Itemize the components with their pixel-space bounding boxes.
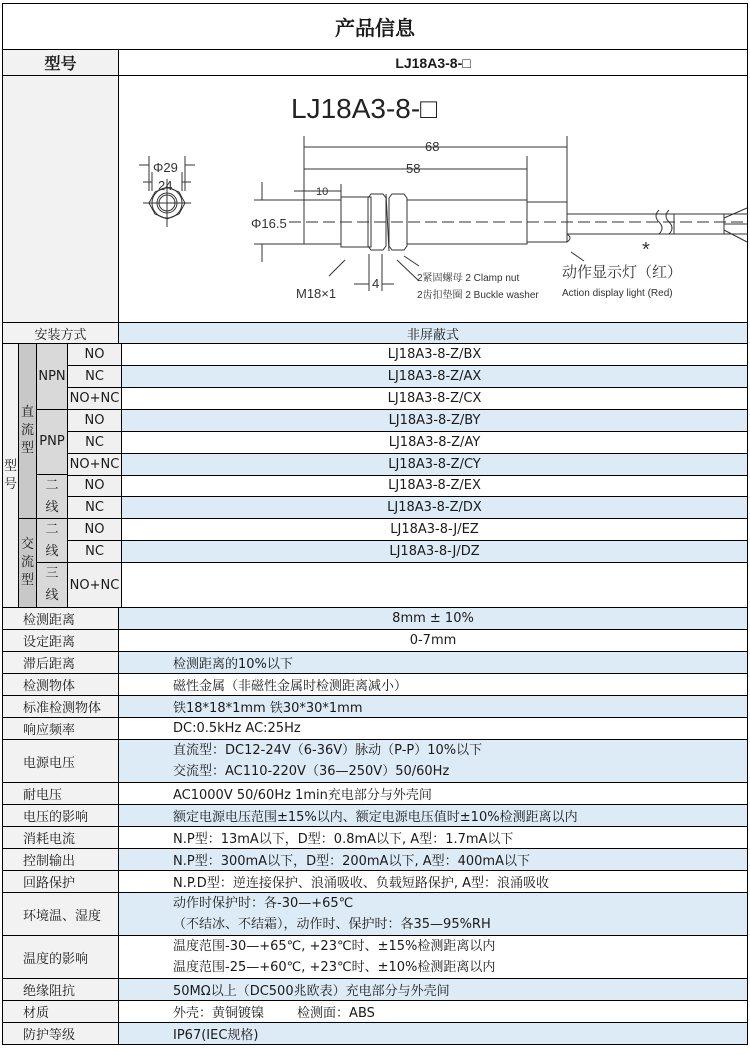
spec-label: 温度的影响 bbox=[3, 936, 119, 978]
model-code-col bbox=[122, 344, 747, 607]
model-code bbox=[122, 563, 747, 607]
model-code: LJ18A3-8-Z/CX bbox=[122, 388, 747, 410]
spec-row bbox=[2, 674, 748, 696]
model-code: LJ18A3-8-Z/BX bbox=[122, 344, 747, 366]
spec-row bbox=[2, 893, 748, 936]
output-cell: NO bbox=[68, 519, 121, 541]
spec-label: 回路保护 bbox=[3, 871, 119, 892]
dc-type-label: 直流型 bbox=[21, 405, 35, 457]
ac-three-wire-label: 三线 bbox=[45, 566, 59, 603]
output-cell: NO bbox=[68, 476, 121, 498]
ac-two-wire-group bbox=[37, 519, 67, 563]
spec-label: 设定距离 bbox=[3, 630, 119, 651]
spec-line: 温度范围-25—+60℃, +23℃时、±10%检测距离以内 bbox=[173, 960, 496, 975]
drawing-label-cell bbox=[3, 76, 119, 322]
output-cell: NO bbox=[68, 410, 121, 432]
title-row bbox=[2, 3, 748, 50]
dc-two-wire-label: 二线 bbox=[45, 477, 59, 515]
dc-type-cell bbox=[19, 344, 36, 519]
product-info-table bbox=[2, 3, 748, 1045]
spec-line: 直流型：DC12-24V（6-36V）脉动（P-P）10%以下 bbox=[173, 743, 483, 758]
spec-line: 动作时保护时：各-30—+65℃ bbox=[173, 896, 354, 911]
spec-value: 检测距离的10%以下 bbox=[119, 652, 747, 673]
model-row bbox=[2, 50, 748, 76]
model-outer-label-cell bbox=[3, 344, 19, 607]
wiring-group-col bbox=[37, 344, 68, 607]
spec-value: IP67(IEC规格) bbox=[119, 1023, 747, 1044]
spec-value bbox=[119, 893, 747, 935]
dim-total-len: 68 bbox=[425, 139, 440, 154]
spec-line: 交流型：AC110-220V（36—250V）50/60Hz bbox=[173, 764, 450, 779]
dim-front-len: 10 bbox=[316, 186, 329, 198]
model-code: LJ18A3-8-Z/CY bbox=[122, 454, 747, 476]
spec-label: 电压的影响 bbox=[3, 805, 119, 826]
install-row bbox=[2, 323, 748, 344]
dim-outer-dia: Φ29 bbox=[153, 160, 178, 175]
drawing-row bbox=[2, 76, 748, 323]
asterisk-mark: * bbox=[642, 239, 650, 261]
ac-type-cell bbox=[19, 519, 36, 607]
spec-row bbox=[2, 805, 748, 827]
spec-label: 检测物体 bbox=[3, 674, 119, 695]
dim-thread: M18×1 bbox=[296, 286, 337, 301]
output-cell: NC bbox=[68, 432, 121, 454]
spec-value: 磁性金属（非磁性金属时检测距离减小） bbox=[119, 674, 747, 695]
spec-row bbox=[2, 871, 748, 893]
spec-label: 滞后距离 bbox=[3, 652, 119, 673]
spec-line: （不结冰、不结霜），动作时、保护时：各35—95%RH bbox=[173, 917, 491, 932]
pnp-group: PNP bbox=[37, 410, 67, 476]
spec-label: 控制输出 bbox=[3, 849, 119, 870]
dc-two-wire-group bbox=[37, 475, 67, 519]
spec-row bbox=[2, 849, 748, 871]
spec-value bbox=[119, 740, 747, 782]
spec-value: N.P型：300mA以下，D型：200mA以下, A型：400mA以下 bbox=[119, 849, 747, 870]
callout-clamp-nut: 2紧固螺母 2 Clamp nut bbox=[417, 273, 520, 284]
spec-row bbox=[2, 827, 748, 849]
model-code: LJ18A3-8-Z/AY bbox=[122, 432, 747, 454]
spec-value: DC:0.5kHz AC:25Hz bbox=[119, 718, 747, 739]
spec-row bbox=[2, 630, 748, 652]
install-value: 非屏蔽式 bbox=[119, 323, 747, 343]
spec-value bbox=[119, 936, 747, 978]
page-title: 产品信息 bbox=[335, 18, 415, 40]
ac-three-wire-group bbox=[37, 563, 67, 607]
output-cell: NC bbox=[68, 541, 121, 563]
spec-value: 0-7mm bbox=[119, 630, 747, 651]
spec-row bbox=[2, 718, 748, 740]
model-code: LJ18A3-8-Z/AX bbox=[122, 366, 747, 388]
output-col bbox=[68, 344, 122, 607]
model-code: LJ18A3-8-J/DZ bbox=[122, 541, 747, 563]
spec-value: N.P型：13mA以下，D型：0.8mA以下, A型：1.7mA以下 bbox=[119, 827, 747, 848]
output-cell: NO+NC bbox=[68, 563, 121, 607]
model-label: 型号 bbox=[3, 50, 119, 75]
spec-value: AC1000V 50/60Hz 1min充电部分与外壳间 bbox=[119, 783, 747, 804]
dim-nut-len: 4 bbox=[372, 276, 380, 291]
callout-indicator-en: Action display light (Red) bbox=[562, 288, 673, 299]
spec-label: 绝缘阻抗 bbox=[3, 979, 119, 1000]
spec-row bbox=[2, 696, 748, 718]
spec-row bbox=[2, 740, 748, 783]
spec-label: 响应频率 bbox=[3, 718, 119, 739]
spec-label: 环境温、湿度 bbox=[3, 893, 119, 935]
ac-two-wire-label: 二线 bbox=[45, 521, 59, 559]
spec-label: 消耗电流 bbox=[3, 827, 119, 848]
spec-row bbox=[2, 1023, 748, 1045]
spec-label: 电源电压 bbox=[3, 740, 119, 782]
npn-group: NPN bbox=[37, 344, 67, 410]
spec-row bbox=[2, 1001, 748, 1023]
spec-row bbox=[2, 936, 748, 979]
output-cell: NO+NC bbox=[68, 454, 121, 476]
output-cell: NO bbox=[68, 344, 121, 366]
current-type-col bbox=[19, 344, 37, 607]
callout-buckle-washer: 2齿扣垫圈 2 Buckle washer bbox=[417, 290, 539, 301]
drawing-heading: LJ18A3-8-□ bbox=[291, 93, 438, 124]
dim-body-dia: Φ16.5 bbox=[251, 216, 287, 231]
model-variant-table bbox=[2, 344, 748, 608]
spec-label: 防护等级 bbox=[3, 1023, 119, 1044]
model-code: LJ18A3-8-Z/EX bbox=[122, 476, 747, 498]
spec-label: 标准检测物体 bbox=[3, 696, 119, 717]
spec-label: 材质 bbox=[3, 1001, 119, 1022]
spec-value: 50MΩ以上（DC500兆欧表）充电部分与外壳间 bbox=[119, 979, 747, 1000]
spec-value: 8mm ± 10% bbox=[119, 608, 747, 629]
spec-line: 温度范围-30—+65℃, +23℃时、±15%检测距离以内 bbox=[173, 939, 496, 954]
spec-row bbox=[2, 652, 748, 674]
spec-value: 额定电源电压范围±15%以内、额定电源电压值时±10%检测距离以内 bbox=[119, 805, 747, 826]
ac-type-label: 交流型 bbox=[21, 537, 35, 589]
output-cell: NO+NC bbox=[68, 388, 121, 410]
spec-label: 检测距离 bbox=[3, 608, 119, 629]
spec-label: 耐电压 bbox=[3, 783, 119, 804]
model-code: LJ18A3-8-Z/BY bbox=[122, 410, 747, 432]
install-label: 安装方式 bbox=[3, 323, 119, 343]
spec-value: N.P.D型：逆连接保护、浪涌吸收、负载短路保护, A型：浪涌吸收 bbox=[119, 871, 747, 892]
output-cell: NC bbox=[68, 497, 121, 519]
dim-body-len: 58 bbox=[406, 161, 421, 176]
output-cell: NC bbox=[68, 366, 121, 388]
model-outer-label: 型号 bbox=[4, 458, 18, 492]
spec-row bbox=[2, 783, 748, 805]
model-code: LJ18A3-8-Z/DX bbox=[122, 497, 747, 519]
callout-indicator-cn: 动作显示灯（红） bbox=[562, 264, 683, 281]
spec-value: 外壳：黄铜镀镍 检测面：ABS bbox=[119, 1001, 747, 1022]
spec-value: 铁18*18*1mm 铁30*30*1mm bbox=[119, 696, 747, 717]
spec-row bbox=[2, 979, 748, 1001]
dimension-drawing bbox=[119, 76, 747, 322]
dim-nut-flat: 24 bbox=[158, 178, 173, 193]
model-code: LJ18A3-8-J/EZ bbox=[122, 519, 747, 541]
sensor-dimension-diagram bbox=[119, 76, 748, 323]
spec-row bbox=[2, 608, 748, 630]
model-value: LJ18A3-8-□ bbox=[119, 50, 747, 75]
